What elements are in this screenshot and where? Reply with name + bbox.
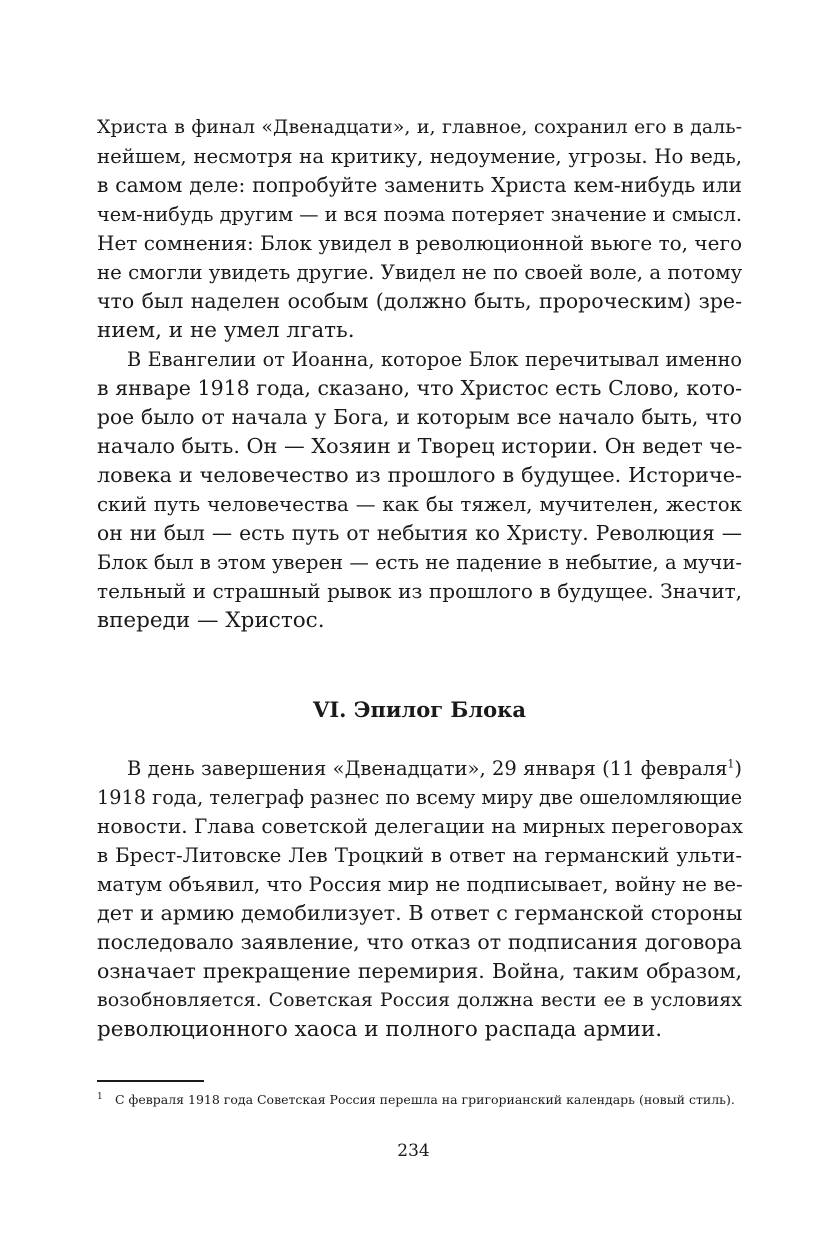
- text-line: Блок был в этом уверен — есть не падение в небытие, а мучи-: [97, 551, 742, 574]
- text-line: чем-нибудь другим — и вся поэма потеряет значение и смысл.: [97, 203, 742, 226]
- text-line: ловека и человечество из прошлого в будущее. Историче-: [97, 463, 742, 487]
- text-line: матум объявил, что Россия мир не подписывает, войну не ве-: [97, 873, 743, 896]
- text-line: рое было от начала у Бога, и которым все начало быть, что: [97, 405, 742, 429]
- text-line: что был наделен особым (должно быть, пророческим) зре-: [97, 289, 742, 313]
- text-line: дет и армию демобилизует. В ответ с германской стороны: [97, 901, 743, 925]
- text-line: тельный и страшный рывок из прошлого в будущее. Значит,: [97, 579, 742, 603]
- section-heading: VI. Эпилог Блока: [313, 697, 526, 722]
- text-line: новости. Глава советской делегации на мирных переговорах: [97, 814, 744, 838]
- text-line: он ни был — есть путь от небытия ко Христу. Революция —: [97, 521, 742, 545]
- text-line: нейшем, несмотря на критику, недоумение, угрозы. Но ведь,: [97, 145, 742, 168]
- text-line: в самом деле: попробуйте заменить Христа кем-нибудь или: [97, 173, 742, 197]
- text-line: революционного хаоса и полного распада армии.: [97, 1017, 663, 1042]
- text-line: ский путь человечества — как бы тяжел, мучителен, жесток: [97, 493, 742, 516]
- text-line: Христа в финал «Двенадцати», и, главное, сохранил его в даль-: [97, 116, 742, 138]
- text-line: не смогли увидеть другие. Увидел не по своей воле, а потому: [97, 261, 743, 284]
- footnote-text: С февраля 1918 года Советская Россия перешла на григорианский календарь (новый стиль).: [115, 1092, 735, 1107]
- text-line: В Евангелии от Иоанна, которое Блок перечитывал именно: [127, 348, 742, 371]
- text-line: в январе 1918 года, сказано, что Христос есть Слово, кото-: [97, 376, 742, 400]
- text-line: 1918 года, телеграф разнес по всему миру две ошеломляющие: [97, 786, 743, 809]
- text-line: Нет сомнения: Блок увидел в революционной вьюге то, чего: [97, 231, 742, 255]
- text-line: начало быть. Он — Хозяин и Творец истории. Он ведет че-: [97, 434, 743, 458]
- text-fragment: ): [734, 757, 742, 780]
- footnote-reference[interactable]: 1: [727, 757, 735, 771]
- text-line: означает прекращение перемирия. Война, таким образом,: [97, 959, 742, 983]
- text-line: возобновляется. Советская Россия должна вести ее в условиях: [97, 989, 742, 1011]
- footnote-number: 1: [97, 1092, 103, 1102]
- text-line: последовало заявление, что отказ от подписания договора: [97, 930, 742, 954]
- text-line: нием, и не умел лгать.: [97, 318, 355, 343]
- footnote-divider: [97, 1080, 204, 1082]
- text-line: в Брест-Литовске Лев Троцкий в ответ на германский ульти-: [97, 844, 742, 867]
- page-number: 234: [397, 1141, 430, 1161]
- text-fragment: В день завершения «Двенадцати», 29 января (11 февраля: [127, 757, 728, 780]
- text-line-with-footnote: [127, 754, 742, 783]
- text-line: впереди — Христос.: [97, 608, 325, 633]
